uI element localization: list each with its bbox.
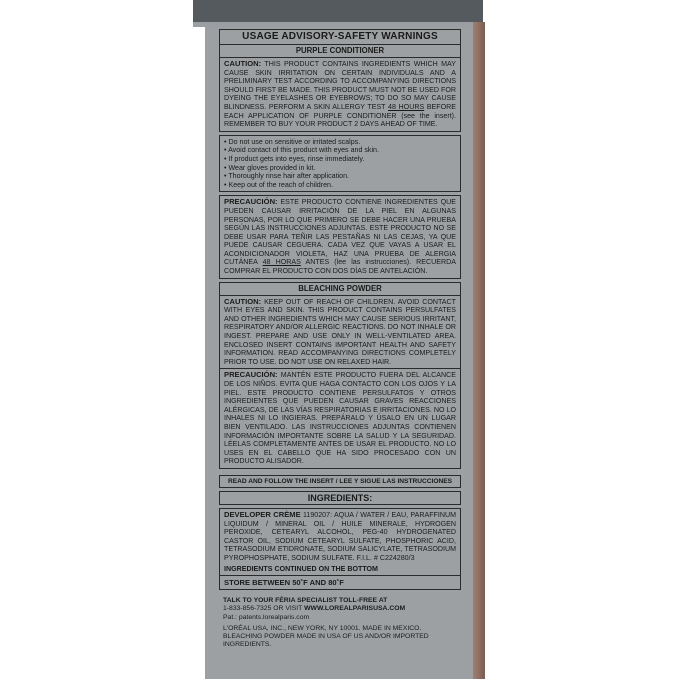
developer-label: DEVELOPER CRÈME	[224, 509, 301, 519]
ingredients-continued: INGREDIENTS CONTINUED ON THE BOTTOM	[224, 564, 378, 573]
contact-line-2	[223, 605, 457, 613]
warnings-title: USAGE ADVISORY-SAFETY WARNINGS	[242, 31, 438, 42]
ingredients-frame	[219, 508, 461, 590]
list-item: • Wear gloves provided in kit.	[224, 164, 456, 173]
caution-text-b: BEFORE EACH APPLICATION OF PURPLE CONDITIONER (see the insert). REMEMBER TO BUY YOUR PRODUCT 2 DAYS AHEAD OF TIME.	[224, 102, 456, 129]
box-top-edge	[193, 0, 483, 22]
list-item: • If product gets into eyes, rinse immediately.	[224, 155, 456, 164]
bleaching-powder-header: BLEACHING POWDER	[220, 283, 460, 296]
panel-content	[219, 29, 461, 649]
bleaching-caution-label: CAUTION:	[224, 296, 262, 306]
list-item: • Avoid contact of this product with eyes and skin.	[224, 146, 456, 155]
caution-text-a: THIS PRODUCT CONTAINS INGREDIENTS WHICH MAY CAUSE SKIN IRRITATION ON CERTAIN INDIVIDUALS AND A PRELIMINARY TEST ACCORDING TO ACCOMPANYING DIRECTIONS SHOULD FIRST BE MADE. THIS PRODUCT MUST NOT BE USED FOR DYEING THE EYELASHES OR EYEBROWS; TO DO SO MAY CAUSE BLINDNESS. PERFORM A SKIN ALLERGY TEST	[224, 60, 456, 111]
bleaching-precaucion-label: PRECAUCIÓN:	[224, 370, 278, 380]
contact-line-1: TALK TO YOUR FÉRIA SPECIALIST TOLL-FREE AT	[223, 597, 388, 605]
developer-ingredients	[220, 509, 460, 565]
box-right-edge	[473, 22, 485, 679]
read-insert-banner: READ AND FOLLOW THE INSERT / LEE Y SIGUE LAS INSTRUCCIONES	[219, 475, 461, 488]
list-item: • Thoroughly rinse hair after application.	[224, 172, 456, 181]
developer-text: 1190207: AQUA / WATER / EAU, PARAFFINUM LIQUIDUM / MINERAL OIL / HUILE MINERALE, HYDROGEN PEROXIDE, CETEARYL ALCOHOL, PEG-40 HYDROGENATED CASTOR OIL, SODIUM CETEARYL SULFATE, PHOSPHORIC ACID, TETRASODIUM ETIDRONATE, SODIUM SALICYLATE, TETRASODIUM PYROPHOSPHATE, SODIUM SULFATE. F.I.L. # C224280/3	[224, 510, 456, 562]
contact-block	[219, 593, 461, 649]
ingredients-header: INGREDIENTS:	[219, 491, 461, 505]
precaucion-hours: 48 HORAS	[262, 258, 301, 267]
precaucion-frame	[219, 195, 461, 278]
purple-caution	[220, 58, 460, 131]
patents-line: Pat.: patents.lorealparis.com	[223, 613, 310, 621]
website-link: WWW.LOREALPARISUSA.COM	[304, 605, 406, 613]
purple-precaucion	[220, 196, 460, 277]
bleaching-precaucion	[220, 369, 460, 468]
storage-temperature: STORE BETWEEN 50˚F AND 80˚F	[220, 575, 460, 589]
precaucion-text-a: ESTE PRODUCTO CONTIENE INGREDIENTES QUE PUEDEN CAUSAR IRRITACIÓN DE LA PIEL EN ALGUNAS PERSONAS, POR LO QUE PRIMERO SE DEBE HACER UNA PRUEBA SEGÚN LAS INSTRUCCIONES ADJUNTAS. ESTE PRODUCTO NO SE DEBE USAR PARA TEÑIR LAS PESTAÑAS NI LAS CEJAS, YA QUE PUEDE CAUSAR CEGUERA. CADA VEZ QUE VAYAS A USAR EL ACONDICIONADOR VIOLETA, HAZ UNA PRUEBA DE ALERGIA CUTÁNEA	[224, 198, 456, 267]
bleaching-caution	[220, 296, 460, 369]
caution-hours: 48 HOURS	[388, 102, 425, 111]
list-item: • Keep out of the reach of children.	[224, 181, 456, 190]
precaucion-label: PRECAUCIÓN:	[224, 197, 278, 207]
bleaching-precaucion-text: MANTÉN ESTE PRODUCTO FUERA DEL ALCANCE DE LOS NIÑOS. EVITA QUE HAGA CONTACTO CON LOS OJOS Y LA PIEL. ESTE PRODUCTO CONTIENE PERSULFATOS Y OTROS INGREDIENTES QUE PUEDEN CAUSAR GRAVES REACCIONES ALÉRGICAS, DE LAS VÍAS RESPIRATORIAS E IRRITACIONES. NO LO INHALES NI LO INGIERAS. PREPÁRALO Y ÚSALO EN UN LUGAR BIEN VENTILADO. LAS INSTRUCCIONES ADJUNTAS CONTIENEN INFORMACIÓN IMPORTANTE SOBRE LA SALUD Y LA SEGURIDAD. LÉELAS COMPLETAMENTE ANTES DE USAR EL PRODUCTO. NO LO USES EN EL CABELLO QUE HA SIDO PROCESADO CON UN PRODUCTO ALISADOR.	[224, 371, 456, 466]
bullets-frame	[219, 135, 461, 193]
bleaching-caution-text: KEEP OUT OF REACH OF CHILDREN. AVOID CONTACT WITH EYES AND SKIN. THIS PRODUCT CONTAINS PERSULFATES AND OTHER INGREDIENTS WHICH MAY CAUSE SERIOUS IRRITANT, RESPIRATORY AND/OR ALLERGIC REACTIONS. DO NOT INHALE OR INGEST. PREPARE AND USE ONLY IN WELL-VENTILATED AREA. ENCLOSED INSERT CONTAINS IMPORTANT HEALTH AND SAFETY INFORMATION. READ ACCOMPANYING DIRECTIONS COMPLETELY PRIOR TO USE. DO NOT USE ON RELAXED HAIR.	[224, 297, 456, 366]
phone-number: 1-833-856-7325 OR VISIT	[223, 605, 303, 613]
list-item: • Do not use on sensitive or irritated scalps.	[224, 138, 456, 147]
precaucion-text-b: ANTES (lee las instrucciones). RECUERDA COMPRAR EL PRODUCTO CON DOS DÍAS DE ANTELACIÓN.	[224, 258, 456, 276]
caution-label: CAUTION:	[224, 59, 262, 68]
package-side-panel	[205, 27, 473, 679]
warning-list	[220, 136, 460, 192]
warnings-frame	[219, 29, 461, 132]
purple-conditioner-header: PURPLE CONDITIONER	[220, 44, 460, 58]
bleaching-frame	[219, 282, 461, 469]
company-line: L'ORÉAL USA, INC., NEW YORK, NY 10001. MADE IN MEXICO. BLEACHING POWDER MADE IN USA OF US AND/OR IMPORTED INGREDIENTS.	[223, 624, 429, 649]
